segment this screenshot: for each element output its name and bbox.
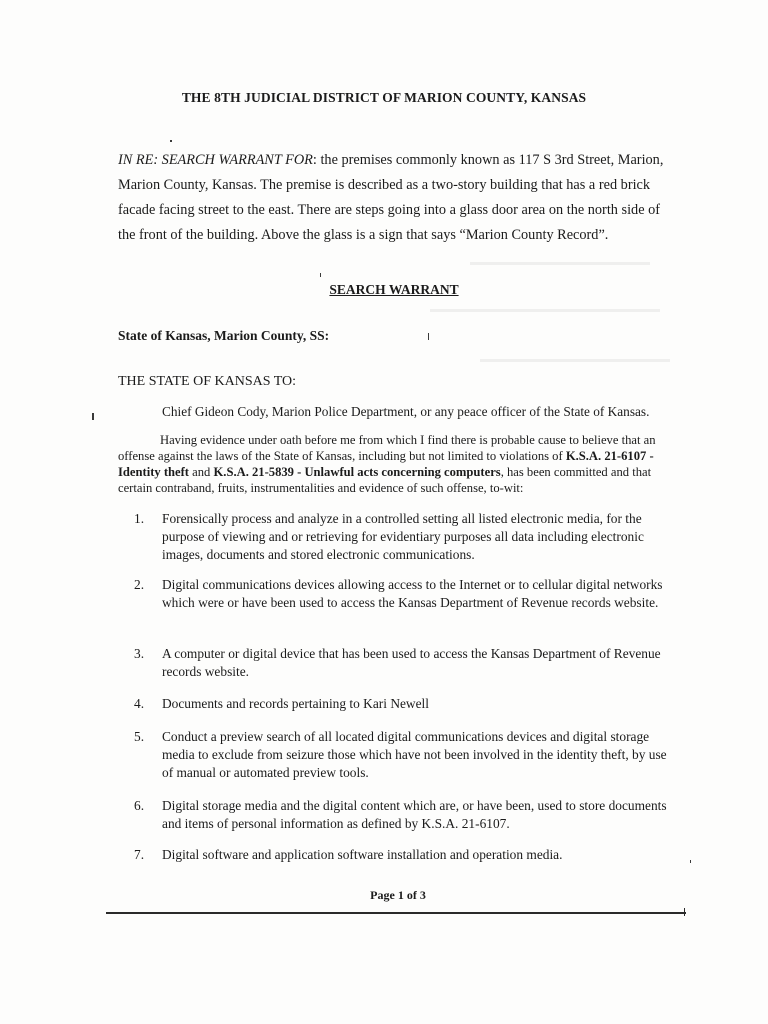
item-text: A computer or digital device that has been used to access the Kansas Department of Revenue records website.	[162, 646, 661, 679]
bleed-through-mark	[480, 359, 670, 362]
scan-speck	[92, 413, 94, 420]
list-item	[134, 846, 674, 864]
item-number: 3.	[134, 646, 145, 661]
item-text: Conduct a preview search of all located digital communications devices and digital storage media to exclude from seizure those which have not been involved in the identity theft, by use of manual or automated preview tools.	[162, 729, 667, 780]
scan-speck	[170, 140, 172, 142]
evidence-outro: , has been committed and that certain contraband, fruits, instrumentalities and evidence of such offense, to-wit:	[118, 465, 652, 495]
list-item	[134, 728, 674, 782]
list-item	[134, 510, 674, 564]
warrant-title: SEARCH WARRANT	[329, 282, 459, 297]
in-re-label: IN RE: SEARCH WARRANT FOR	[118, 152, 313, 168]
scan-speck	[320, 273, 321, 277]
statute-identity-theft: K.S.A. 21-6107 - Identity theft	[118, 449, 654, 479]
item-text: Digital storage media and the digital content which are, or have been, used to store documents and items of personal information as defined by K.S.A. 21-6107.	[162, 798, 667, 831]
addressee-line: THE STATE OF KANSAS TO:	[118, 374, 297, 389]
item-text: Digital communications devices allowing access to the Internet or to cellular digital networks which were or have been used to access the Kansas Department of Revenue records website.	[162, 577, 663, 610]
item-text: Forensically process and analyze in a controlled setting all listed electronic media, for the purpose of viewing and or retrieving for evidentiary purposes all data including electronic images, documents and stored electronic communications.	[162, 511, 644, 562]
bleed-through-mark	[430, 309, 660, 312]
item-number: 4.	[134, 696, 145, 711]
item-text: Documents and records pertaining to Kari Newell	[162, 696, 429, 711]
footer-rule	[106, 912, 686, 914]
evidence-intro: Having evidence under oath before me from which I find there is probable cause to believe that an offense against the laws of the State of Kansas, including but not limited to violations of	[118, 433, 656, 463]
and-word: and	[189, 465, 214, 479]
premises-description: the premises commonly known as 117 S 3rd Street, Marion, Marion County, Kansas. The premise is described as a two-story building that has a red brick facade facing street to the east. There are steps going into a glass door area on the north side of the front of the building. Above the glass is a sign that says “Marion County Record”.	[118, 152, 664, 243]
court-header: THE 8TH JUDICIAL DISTRICT OF MARION COUNTY, KANSAS	[181, 90, 587, 105]
item-number: 2.	[134, 577, 145, 592]
item-number: 7.	[134, 847, 145, 862]
list-item	[134, 576, 674, 612]
list-item	[134, 645, 674, 681]
item-text: Digital software and application software installation and operation media.	[162, 847, 563, 862]
item-number: 5.	[134, 729, 145, 744]
scan-speck	[428, 333, 429, 340]
venue-line: State of Kansas, Marion County, SS:	[118, 328, 330, 343]
item-number: 6.	[134, 798, 145, 813]
in-re-colon: :	[312, 152, 317, 168]
item-number: 1.	[134, 511, 145, 526]
statute-unlawful-computer-acts: K.S.A. 21-5839 - Unlawful acts concerning computers	[213, 465, 501, 479]
list-item	[134, 797, 674, 833]
scan-speck	[690, 860, 691, 863]
page-number: Page 1 of 3	[370, 888, 426, 902]
bleed-through-mark	[470, 262, 650, 265]
list-item	[134, 695, 674, 713]
officer-line: Chief Gideon Cody, Marion Police Department, or any peace officer of the State of Kansas.	[162, 404, 650, 419]
footer-rule-tick	[684, 908, 685, 916]
